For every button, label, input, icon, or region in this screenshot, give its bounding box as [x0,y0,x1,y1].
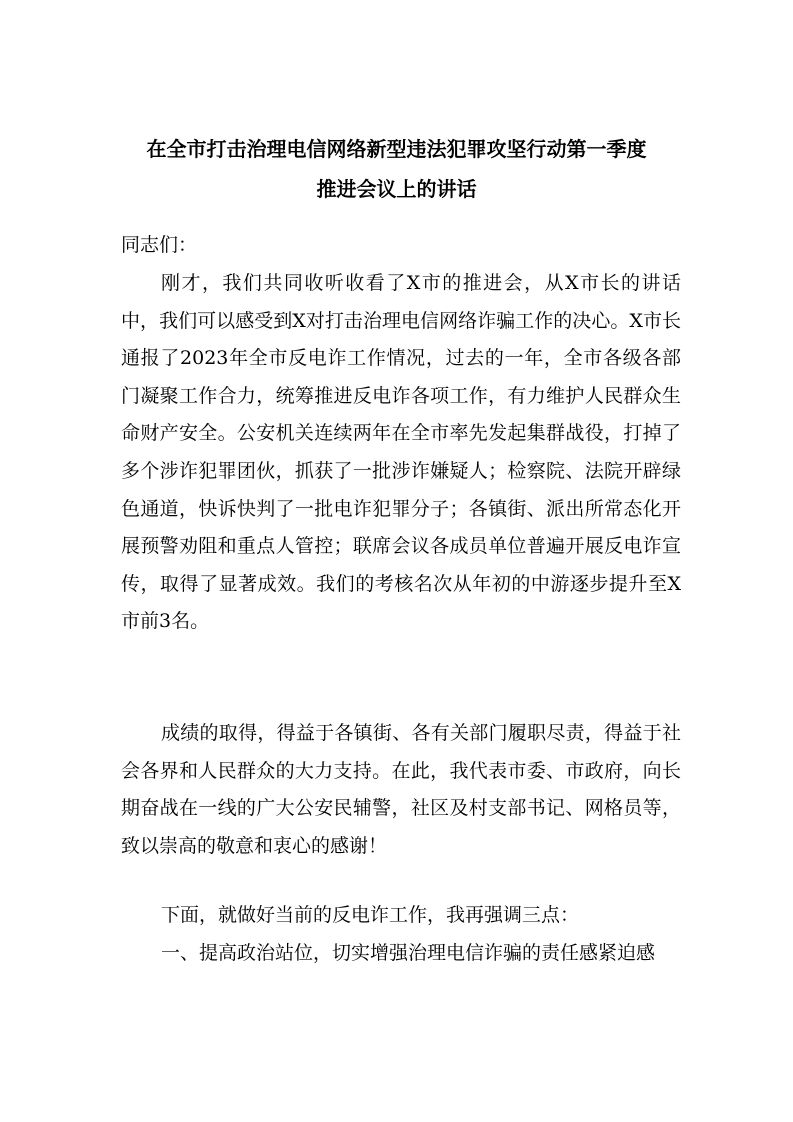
document-title-line-2: 推进会议上的讲话 [316,177,477,201]
document-title-line-1: 在全市打击治理电信网络新型违法犯罪攻坚行动第一季度 [146,137,647,161]
paragraph-transition: 下面，就做好当前的反电诈工作，我再强调三点： [161,904,580,926]
section-heading-one: 一、提高政治站位，切实增强治理电信诈骗的责任感紧迫感 [161,942,656,964]
paragraph-thanks: 成绩的取得，得益于各镇街、各有关部门履职尽责，得益于社会各界和人民群众的大力支持。在此，我代表市委、市政府，向长期奋战在一线的广大公安民辅警，社区及村支部书记、网格员等，致以崇高的敬意和衷心的感谢！ [121,722,681,857]
paragraph-review: 刚才，我们共同收听收看了X市的推进会，从X市长的讲话中，我们可以感受到X对打击治理电信网络诈骗工作的决心。X市长通报了2023年全市反电诈工作情况，过去的一年，全市各级各部门凝聚工作合力，统筹推进反电诈各项工作，有力维护人民群众生命财产安全。公安机关连续两年在全市率先发起集群战役，打掉了多个涉诈犯罪团伙，抓获了一批涉诈嫌疑人；检察院、法院开辟绿色通道，快诉快判了一批电诈犯罪分子；各镇街、派出所常态化开展预警劝阻和重点人管控；联席会议各成员单位普遍开展反电诈宣传，取得了显著成效。我们的考核名次从年初的中游逐步提升至X市前3名。 [121,272,681,633]
salutation: 同志们： [121,234,198,256]
